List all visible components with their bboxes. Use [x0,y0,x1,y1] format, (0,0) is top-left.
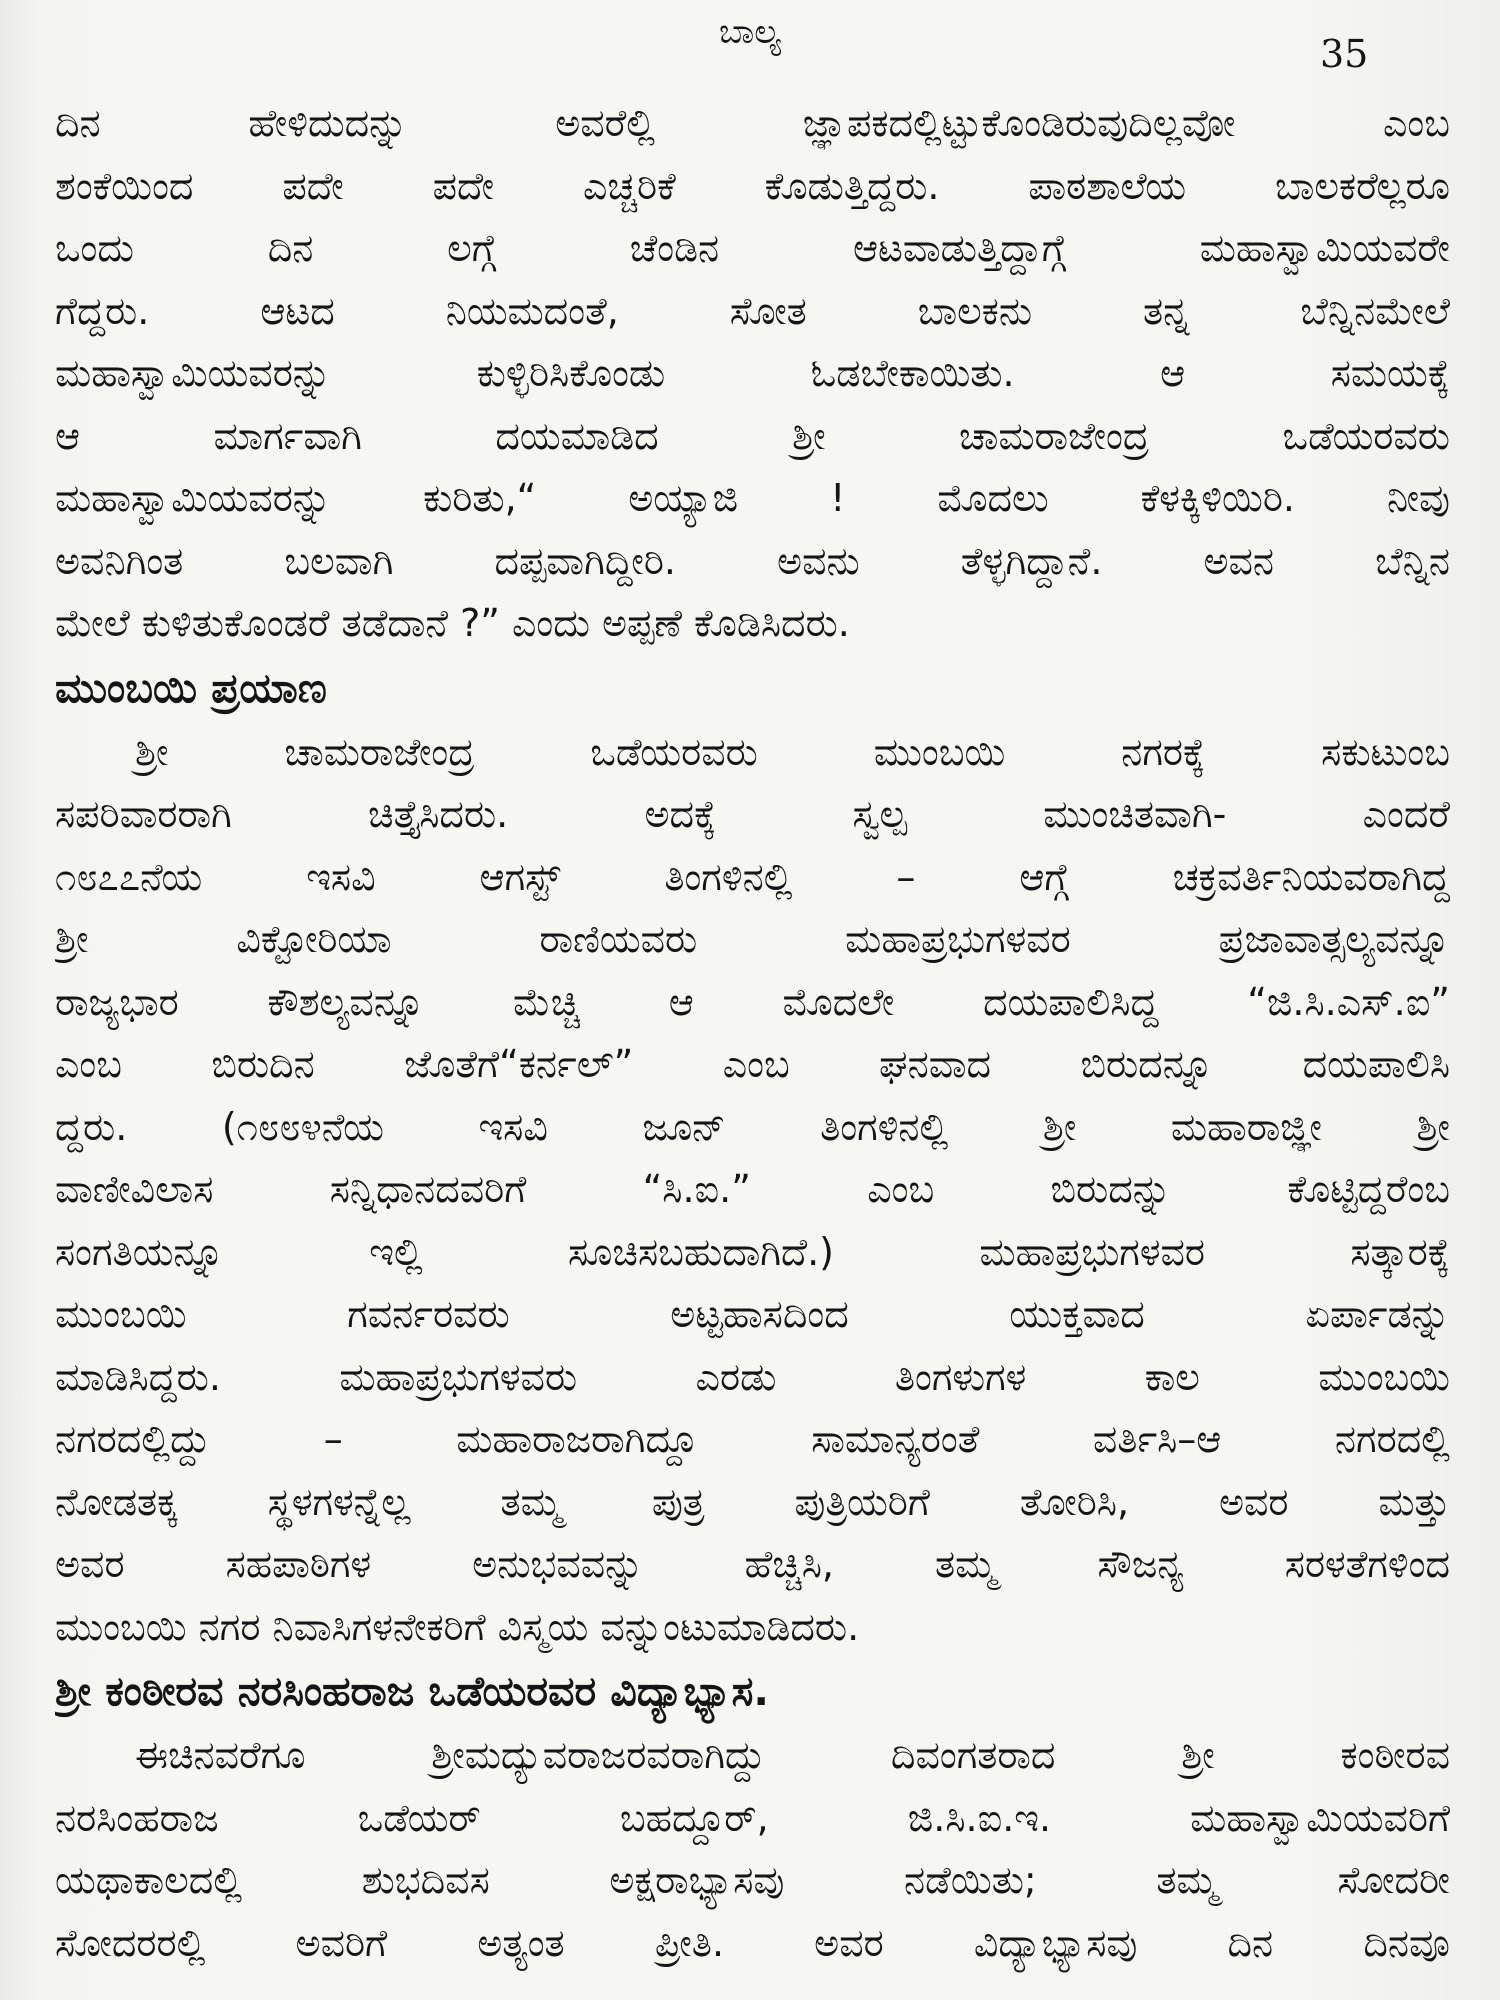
text-line: ಸಂಗತಿಯನ್ನೂ ಇಲ್ಲಿ ಸೂಚಿಸಬಹುದಾಗಿದೆ.) ಮಹಾಪ್ರಭುಗಳವರ ಸತ್ಕಾರಕ್ಕೆ [55,1229,1450,1274]
text-line: ಎಂಬ ಬಿರುದಿನ ಜೊತೆಗೆ“ಕರ್ನಲ್” ಎಂಬ ಘನವಾದ ಬಿರುದನ್ನೂ ದಯಪಾಲಿಸಿ [55,1042,1450,1086]
page-number: 35 [1320,32,1369,76]
text-line: ರಾಜ್ಯಭಾರ ಕೌಶಲ್ಯವನ್ನೂ ಮೆಚ್ಚಿ ಆ ಮೊದಲೇ ದಯಪಾಲಿಸಿದ್ದ “ಜಿ.ಸಿ.ಎಸ್.ಐ” [55,979,1450,1024]
running-title: ಬಾಲ್ಯ [719,12,781,52]
section-heading: ಮುಂಬಯಿ ಪ್ರಯಾಣ [55,663,327,712]
text-line: ಅವನಿಗಿಂತ ಬಲವಾಗಿ ದಪ್ಪವಾಗಿದ್ದೀರಿ. ಅವನು ತೆಳ್ಳಗಿದ್ದಾನೆ. ಅವನ ಬೆನ್ನಿನ [55,538,1450,583]
text-line: ನಗರದಲ್ಲಿದ್ದು – ಮಹಾರಾಜರಾಗಿದ್ದೂ ಸಾಮಾನ್ಯರಂತೆ ವರ್ತಿಸಿ–ಆ ನಗರದಲ್ಲಿ [55,1417,1450,1461]
text-line: ಒಂದು ದಿನ ಲಗ್ಗೆ ಚೆಂಡಿನ ಆಟವಾಡುತ್ತಿದ್ದಾಗ್ಗೆ ಮಹಾಸ್ವಾಮಿಯವರೇ [55,226,1450,270]
text-line: ದ್ದರು. (೧೮೮೪ನೆಯ ಇಸವಿ ಜೂನ್ ತಿಂಗಳಿನಲ್ಲಿ ಶ್ರೀ ಮಹಾರಾಜ್ಞೀ ಶ್ರೀ [55,1104,1450,1149]
text-line: ಶಂಕೆಯಿಂದ ಪದೇ ಪದೇ ಎಚ್ಚರಿಕೆ ಕೊಡುತ್ತಿದ್ದರು. ಪಾಠಶಾಲೆಯ ಬಾಲಕರೆಲ್ಲರೂ [55,163,1450,208]
text-line: ೧೮೭೭ನೆಯ ಇಸವಿ ಆಗಸ್ಟ್ ತಿಂಗಳಿನಲ್ಲಿ – ಆಗ್ಗೆ ಚಕ್ರವರ್ತಿನಿಯವರಾಗಿದ್ದ [55,854,1450,899]
text-line: ಮುಂಬಯಿ ಗವರ್ನರವರು ಅಟ್ಟಹಾಸದಿಂದ ಯುಕ್ತವಾದ ಏರ್ಪಾಡನ್ನು [55,1292,1450,1336]
text-line: ನರಸಿಂಹರಾಜ ಒಡೆಯರ್ ಬಹದ್ದೂರ್, ಜಿ.ಸಿ.ಐ.ಇ. ಮಹಾಸ್ವಾಮಿಯವರಿಗೆ [55,1795,1450,1840]
section-heading: ಶ್ರೀ ಕಂಠೀರವ ನರಸಿಂಹರಾಜ ಒಡೆಯರವರ ವಿದ್ಯಾಭ್ಯಾಸ. [55,1667,769,1715]
text-line: ವಾಣೀವಿಲಾಸ ಸನ್ನಿಧಾನದವರಿಗೆ “ಸಿ.ಐ.” ಎಂಬ ಬಿರುದನ್ನು ಕೊಟ್ಟಿದ್ದರೆಂಬ [55,1167,1450,1211]
text-line: ಆ ಮಾರ್ಗವಾಗಿ ದಯಮಾಡಿದ ಶ್ರೀ ಚಾಮರಾಜೇಂದ್ರ ಒಡೆಯರವರು [55,413,1450,458]
text-line: ಮುಂಬಯಿ ನಗರ ನಿವಾಸಿಗಳನೇಕರಿಗೆ ವಿಸ್ಮಯ ವನ್ನುಂಟುಮಾಡಿದರು. [55,1604,860,1649]
text-line: ಮೇಲೆ ಕುಳಿತುಕೊಂಡರೆ ತಡೆದಾನೆ ?” ಎಂದು ಅಪ್ಪಣೆ ಕೊಡಿಸಿದರು. [55,601,850,645]
text-line: ಮಾಡಿಸಿದ್ದರು. ಮಹಾಪ್ರಭುಗಳವರು ಎರಡು ತಿಂಗಳುಗಳ ಕಾಲ ಮುಂಬಯಿ [55,1354,1450,1399]
text-line: ಯಥಾಕಾಲದಲ್ಲಿ ಶುಭದಿವಸ ಅಕ್ಷರಾಭ್ಯಾಸವು ನಡೆಯಿತು; ತಮ್ಮ ಸೋದರೀ [55,1858,1450,1902]
text-line: ಗೆದ್ದರು. ಆಟದ ನಿಯಮದಂತೆ, ಸೋತ ಬಾಲಕನು ತನ್ನ ಬೆನ್ನಿನಮೇಲೆ [55,288,1450,333]
text-line: ನೋಡತಕ್ಕ ಸ್ಥಳಗಳನ್ನೆಲ್ಲ ತಮ್ಮ ಪುತ್ರ ಪುತ್ರಿಯರಿಗೆ ತೋರಿಸಿ, ಅವರ ಮತ್ತು [55,1479,1450,1524]
text-line: ಅವರ ಸಹಪಾಠಿಗಳ ಅನುಭವವನ್ನು ಹೆಚ್ಚಿಸಿ, ತಮ್ಮ ಸೌಜನ್ಯ ಸರಳತೆಗಳಿಂದ [55,1542,1450,1586]
text-line: ಶ್ರೀ ವಿಕ್ಟೋರಿಯಾ ರಾಣಿಯವರು ಮಹಾಪ್ರಭುಗಳವರ ಪ್ರಜಾವಾತ್ಸಲ್ಯವನ್ನೂ [55,917,1450,961]
page-body [55,92,1450,1974]
text-line: ಮಹಾಸ್ವಾಮಿಯವರನ್ನು ಕುರಿತು,“ ಅಯ್ಯಾಜಿ ! ಮೊದಲು ಕೆಳಕ್ಕಿಳಿಯಿರಿ. ನೀವು [55,476,1450,520]
text-line: ಮಹಾಸ್ವಾಮಿಯವರನ್ನು ಕುಳ್ಳಿರಿಸಿಕೊಂಡು ಓಡಬೇಕಾಯಿತು. ಆ ಸಮಯಕ್ಕೆ [55,351,1450,395]
text-line: ಸೋದರರಲ್ಲಿ ಅವರಿಗೆ ಅತ್ಯಂತ ಪ್ರೀತಿ. ಅವರ ವಿದ್ಯಾಭ್ಯಾಸವು ದಿನ ದಿನವೂ [55,1920,1450,1965]
text-line: ಶ್ರೀ ಚಾಮರಾಜೇಂದ್ರ ಒಡೆಯರವರು ಮುಂಬಯಿ ನಗರಕ್ಕೆ ಸಕುಟುಂಬ [135,729,1450,774]
text-line: ಸಪರಿವಾರರಾಗಿ ಚಿತ್ತೈಸಿದರು. ಅದಕ್ಕೆ ಸ್ವಲ್ಪ ಮುಂಚಿತವಾಗಿ- ಎಂದರೆ [55,792,1450,836]
text-line: ದಿನ ಹೇಳಿದುದನ್ನು ಅವರೆಲ್ಲಿ ಜ್ಞಾಪಕದಲ್ಲಿಟ್ಟುಕೊಂಡಿರುವುದಿಲ್ಲವೋ ಎಂಬ [55,101,1450,145]
text-line: ಈಚಿನವರೆಗೂ ಶ್ರೀಮದ್ಯುವರಾಜರವರಾಗಿದ್ದು ದಿವಂಗತರಾದ ಶ್ರೀ ಕಂಠೀರವ [135,1733,1450,1777]
